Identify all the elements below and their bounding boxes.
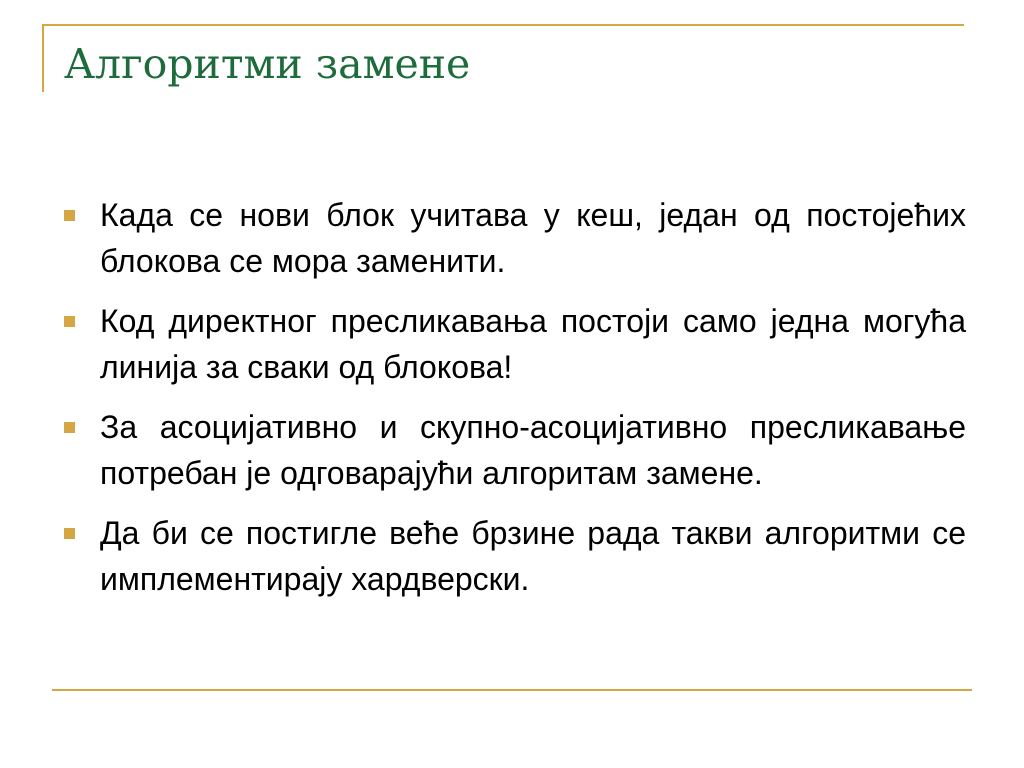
bullet-list — [58, 192, 966, 616]
bullet-item — [58, 192, 966, 284]
bullet-text: Код директног пресликавања постоји само једна могућа линија за сваки од блокова! — [100, 303, 966, 385]
bullet-text: За асоцијативно и скупно-асоцијативно пресликавање потребан је одговарајући алгоритам замене. — [100, 409, 966, 491]
bullet-item — [58, 298, 966, 390]
frame-left-rule — [42, 24, 44, 92]
bullet-item — [58, 404, 966, 496]
bullet-item — [58, 510, 966, 602]
bullet-text: Да би се постигле веће брзине рада такви алгоритми се имплементирају хардверски. — [100, 515, 966, 597]
bullet-text: Када се нови блок учитава у кеш, један од постојећих блокова се мора заменити. — [100, 197, 966, 279]
frame-bottom-rule — [52, 689, 972, 691]
square-bullet-icon — [64, 210, 75, 221]
square-bullet-icon — [64, 316, 75, 327]
frame-top-rule — [42, 24, 964, 26]
square-bullet-icon — [64, 528, 75, 539]
slide-title: Алгоритми замене — [64, 40, 471, 88]
square-bullet-icon — [64, 422, 75, 433]
